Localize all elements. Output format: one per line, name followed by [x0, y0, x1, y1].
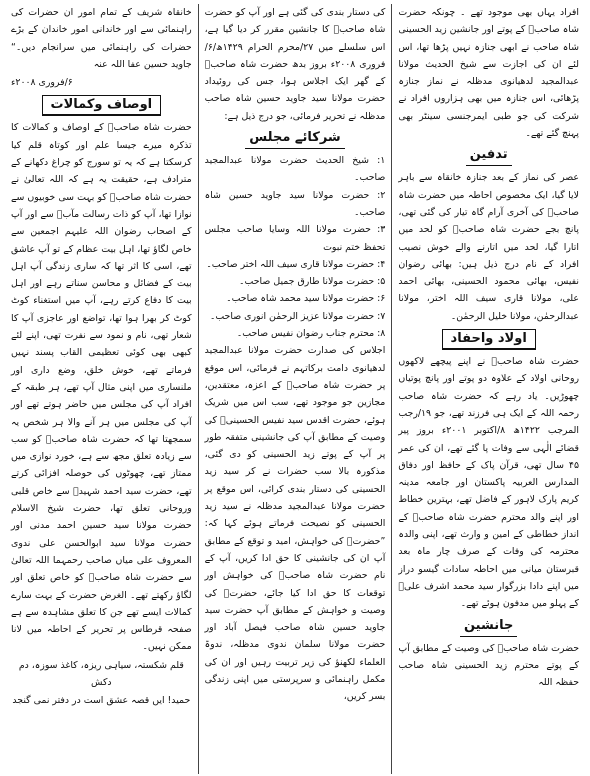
list-item: ۳: حضرت مولانا اللہ وسایا صاحب مجلس تحفظ ختم نبوت [204, 224, 386, 253]
paragraph-burial: عصر کی نماز کے بعد جنازہ خانقاہ سے باہر لایا گیا، ایک مخصوص احاطہ میں حضرت شاہ صاحبؒ کی آخری آرام گاہ تیار کی گئی تھی، پانچ بجے حضرت شاہ صاحبؒ کو لحد میں اتارا گیا، لحد میں اتارنے والے خوش نصیب افراد کے نام درج ذیل ہیں: بھائی رضوان نفیس، بھائی محمود الحسینی، بھائی احمد علی، مولانا قاری سیف اللہ اختر، مولانا عبدالرحمٰن، مولانا خلیل الرحمٰن۔ [398, 172, 579, 322]
paragraph-virtues: حضرت شاہ صاحبؒ کے اوصاف و کمالات کا تذکرہ میرے جیسا علم اور کوتاہ قلم کیا کرسکتا ہے کہ یہ تو سورج کو چراغ دکھانے کے مترادف ہے، حقیقت یہ ہے کہ اللہ تعالیٰ نے حضرت شاہ صاحبؒ کو بہت سی خوبیوں سے نوازا تھا، آپ کو ذات رسالت مآبؐ سے اور آپ کے اصحاب رضوان اللہ علیہم اجمعین سے خاص لگاؤ تھا، اہل بیت عظام کے تو آپ عاشق تھے، اسی کا اثر تھا کہ ساری زندگی آپ اہل بیت کے فضائل و محاسن سناتے رہے اور اہل بیت کا دفاع کرتے رہے، آپ میں استغناء کوٹ کوٹ کر بھرا ہوا تھا، تواضع اور عاجزی آپ کا شعار تھی، نام و نمود سے نفرت تھی، اپنے لئے کبھی بھی کوئی تعظیمی القاب پسند نہیں فرماتے تھے، خوش خلق، وضع داری اور ملنساری میں اپنی مثال آپ تھے، ہر طبقہ کے افراد آپ کی مجلس میں حاضر ہوتے تھے اور آپ کی مجلس میں ہر آنے والا ہر شخص یہ سمجھتا تھا کہ حضرت شاہ صاحبؒ کو سب سے زیادہ تعلق مجھ سے ہے، خورد نوازی میں ممتاز تھے، چھوٹوں کی حوصلہ افزائی کرتے تھے، حضرت سید احمد شہیدؒ سے خاص قلبی وروحانی تعلق تھا، حضرت شیخ الاسلام حضرت مولانا سید حسین احمد مدنی اور حضرت مولانا سید ابوالحسن علی ندوی المعروف علی میاں صاحب رحمہما اللہ تعالیٰ سے حضرت شاہ صاحبؒ کو خاص تعلق اور لگاؤ رکھتے تھے۔ الغرض حضرت کے بہت سارے کمالات ایسے تھے جن کا تعلق مشاہدہ سے ہے صفحہ قرطاس پر تحریر کے احاطہ میں لانا ممکن نہیں۔ [10, 122, 192, 653]
paragraph-guidance: خانقاہ شریف کے تمام امور ان حضرات کی راہنمائی سے اور خاندانی امور خاندان کے بڑے حضرات کی راہنمائی میں سرانجام دیں۔“ جاوید حسین عفا اللہ عنہ [10, 7, 192, 70]
paragraph-successor: حضرت شاہ صاحبؒ کی وصیت کے مطابق آپ کے پوتے محترم زید الحسینی شاہ صاحب حفظہ اللہ [398, 642, 579, 689]
column-middle [199, 4, 393, 774]
paragraph-descendants: حضرت شاہ صاحبؒ نے اپنے پیچھے لاکھوں روحانی اولاد کے علاوہ دو پوتے اور پانچ پوتیاں چھوڑیں۔ یاد رہے کہ حضرت شاہ صاحب رحمہ اللہ کے ایک ہی فرزند تھے، جو ۱۹/رجب المرجب ۱۴۲۲ھ ۸/اکتوبر ۲۰۰۱ء بروز پیر قضائے الٰہی سے وفات پا گئے تھے، ان کی عمر ۴۵ سال تھی، قرآن پاک کے حافظ اور دفاق المدارس العربیہ پاکستان اور جامعہ مدینہ کریم پارک لاہور کے فاضل تھے، بہترین خطاط اور اپنے والد محترم حضرت شاہ صاحبؒ کے انداز خطاطی کے امین و وارث تھے، اپنی والدہ محترمہ کی وفات کے صرف چار ماہ بعد قبرستان میانی میں احاطہ سادات گیسو دراز میں اپنے دادا بزرگوار سید محمد اشرف علیؒ کے پہلو میں مدفون ہوئے تھے۔ [398, 356, 579, 610]
section-heading-successor: جانشین [398, 617, 579, 637]
list-item: ۸: محترم جناب رضوان نفیس صاحب۔ [236, 328, 386, 340]
list-item: ۶: حضرت مولانا سید محمد شاہ صاحب۔ [226, 293, 386, 305]
section-heading-virtues: اوصاف وکمالات [11, 95, 192, 116]
signature-date: ۶/فروری ۲۰۰۸ء [10, 77, 73, 89]
list-item: ۵: حضرت مولانا طارق جمیل صاحب۔ [239, 276, 386, 288]
list-item: ۲: حضرت مولانا سید جاوید حسین شاہ صاحب۔ [204, 189, 386, 218]
section-heading-participants: شرکائے مجلس [205, 129, 386, 149]
column-right [392, 4, 585, 774]
list-item: ۱: شیخ الحدیث حضرت مولانا عبدالمجید صاحب۔ [204, 155, 386, 184]
paragraph-turban-ceremony: کی دستار بندی کی گئی ہے اور آپ کو حضرت شاہ صاحبؒ کا جانشین مقرر کر دیا گیا ہے، اس سلسلے میں ۲۷/محرم الحرام ۱۴۲۹ھ/۶/فروری ۲۰۰۸ء بروز بدھ حضرت شاہ صاحبؒ کے گھر ایک اجلاس ہوا، جس کی روئیداد حضرت مولانا سید جاوید حسین شاہ صاحب مدظلہ نے تحریر فرمائی، جو درج ذیل ہے: [204, 7, 386, 122]
list-item: ۷: حضرت مولانا عزیز الرحمٰن انوری صاحب۔ [209, 310, 386, 322]
column-left [5, 4, 199, 774]
verse-line-2: حمید! ایں قصہ عشق است در دفتر نمی گنجد [12, 695, 191, 707]
paragraph-funeral-prayer: افراد یہاں بھی موجود تھے ۔ چونکہ حضرت شاہ صاحبؒ کے پوتے اور جانشین زید الحسینی شاہ صاحب نے ابھی جنازہ نہیں پڑھا تھا، اس لئے ان کی اجازت سے شیخ الحدیث مولانا عبدالمجید لدھیانوی مدظلہ نے نماز جنازہ پڑھائی، اس جنازہ میں بھی ہزاروں افراد نے شرکت کی جو طبی ایمرجنسی سینٹر بھی پہنچ گئے تھے۔ [398, 7, 579, 140]
verse-line-1: قلم شکستہ، سیاہی ریزہ، کاغذ سوزہ، دم دکش [18, 659, 184, 688]
section-heading-descendants: اولاد واحفاد [398, 329, 579, 350]
participants-list [205, 152, 386, 342]
paragraph-meeting: اجلاس کی صدارت حضرت مولانا عبدالمجید لدھیانوی دامت برکاتہم نے فرمائی، اس موقع پر حضرت شاہ صاحبؒ کے اعزہ، معتقدین، مجازین جو موجود تھے، سب اس میں شریک ہوئے، حضرت اقدس سید نفیس الحسینیؒ کی وصیت کے مطابق آپ کی جانشینی متفقہ طور پر آپ کے پوتے زید الحسینی کو دی گئی، مذکورہ بالا سب حضرات نے کر سید زید الحسینی کی دستار بندی کرائی، اس موقع پر حضرت مولانا عبدالمجید مدظلہ نے سید زید الحسینی کو نصیحت فرماتے ہوئے کہا کہ: ”حضرتؒ کی خواہش، امید و توقع کے مطابق آپ ان کی جانشینی کا حق ادا کریں، آپ کے نام حضرت شاہ صاحبؒ کی خواہش اور توقعات کا حق ادا کیا جائے، حضرتؒ کی وصیت و خواہش کے مطابق آپ حضرت سید جاوید حسین شاہ صاحب فیصل آباد اور حضرت مولانا سلمان ندوی مدظلہ، ندوۃ العلماء لکھنؤ کی زیر تربیت رہیں اور ان کی مکمل راہنمائی و سرپرستی میں اپنی زندگی بسر کریں، [204, 345, 386, 703]
section-heading-burial: تدفین [398, 146, 579, 166]
list-item: ۴: حضرت مولانا قاری سیف اللہ اختر صاحب۔ [206, 258, 386, 270]
